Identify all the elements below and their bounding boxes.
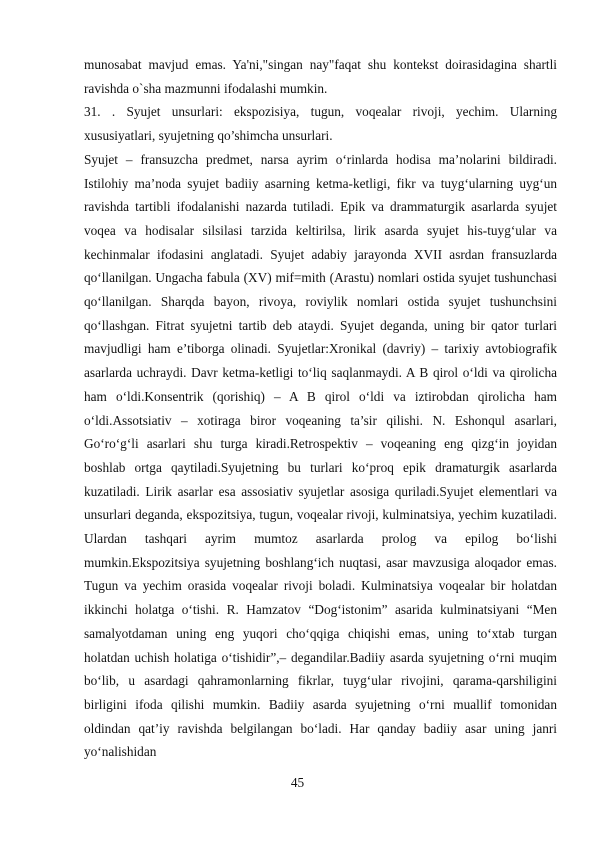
paragraph-intro: munosabat mavjud emas. Ya'ni,"singan nay"faqat shu kontekst doirasidagina shartli ravishda o`sha mazmunni ifodalashi mumkin. — [84, 57, 557, 96]
page-number: 45 — [290, 775, 305, 790]
paragraph-main: Syujet – fransuzcha predmet, narsa ayrim o‘rinlarda hodisa ma’nolarini bildiradi. Istilohiy ma’noda syujet badiiy asarning ketma-ketligi, fikr va tuyg‘ularning uyg‘un ravishda tartibli ifodalanishi nazarda tutiladi. Epik va drammaturgik asarlarda syujet voqea va hodisalar silsilasi tarzida keltirilsa, lirik asarda syujet his-tuyg‘ular va kechinmalar ifodasini anglatadi. Syujet adabiy jarayonda XVII asrdan fransuzlarda qo‘llanilgan. Ungacha fabula (XV) mif=mith (Arastu) nomlari ostida syujet tushunchasi qo‘llanilgan. Sharqda bayon, rivoya, roviylik nomlari ostida syujet tushunchsini qo‘llashgan. Fitrat syujetni tartib deb ataydi. Syujet deganda, uning bir qator turlari mavjudligi ham e’tiborga olinadi. Syujetlar:Xronikal (davriy) – tarixiy avtobiografik asarlarda uchraydi. Davr ketma-ketligi to‘liq saqlanmaydi. A B qirol o‘ldi va qirolicha ham o‘ldi.Konsentrik (qorishiq) – A B qirol o‘ldi va iztirobdan qirolicha ham o‘ldi.Assotsiativ – xotiraga biror voqeaning ta’sir qilishi. N. Eshonqul asarlari, Go‘ro‘g‘li asarlari shu turga kiradi.Retrospektiv – voqeaning eng qizg‘in joyidan boshlab ortga qaytiladi.Syujetning bu turlari ko‘proq epik dramaturgik asarlarda kuzatiladi. Lirik asarlar esa assosiativ syujetlar asosiga quriladi.Syujet elementlari va unsurlari deganda, ekspozitsiya, tugun, voqealar rivoji, kulminatsiya, yechim kuzatiladi. Ulardan tashqari ayrim mumtoz asarlarda prolog va epilog bo‘lishi mumkin.Ekspozitsiya syujetning boshlang‘ich nuqtasi, asar mavzusiga aloqador emas. Tugun va yechim orasida voqealar rivoji boladi. Kulminatsiya voqealar bir holatdan ikkinchi holatga o‘tishi. R. Hamzatov “Dog‘istonim” asarida kulminatsiyani “Men samalyotdaman uning eng yuqori cho‘qqiga chiqishi emas, uning to‘xtab turgan holatdan uchish holatiga o‘tishidir”,– degandilar.Badiiy asarda syujetning o‘rni muqim bo‘lib, u asardagi qahramonlarning fikrlar, tuyg‘ular rivojini, qarama-qarshiligini birligini ifoda qilishi mumkin. Badiiy asarda syujetning o‘rni muallif tomonidan oldindan qat’iy ravishda belgilangan bo‘ladi. Har qanday badiiy asar uning janri yo‘nalishidan — [84, 151, 557, 760]
paragraph-heading: 31. . Syujet unsurlari: ekspozisiya, tugun, voqealar rivoji, yechim. Ularning xususiyatlari, syujetning qo’shimcha unsurlari. — [84, 104, 557, 144]
document-body — [84, 53, 557, 764]
